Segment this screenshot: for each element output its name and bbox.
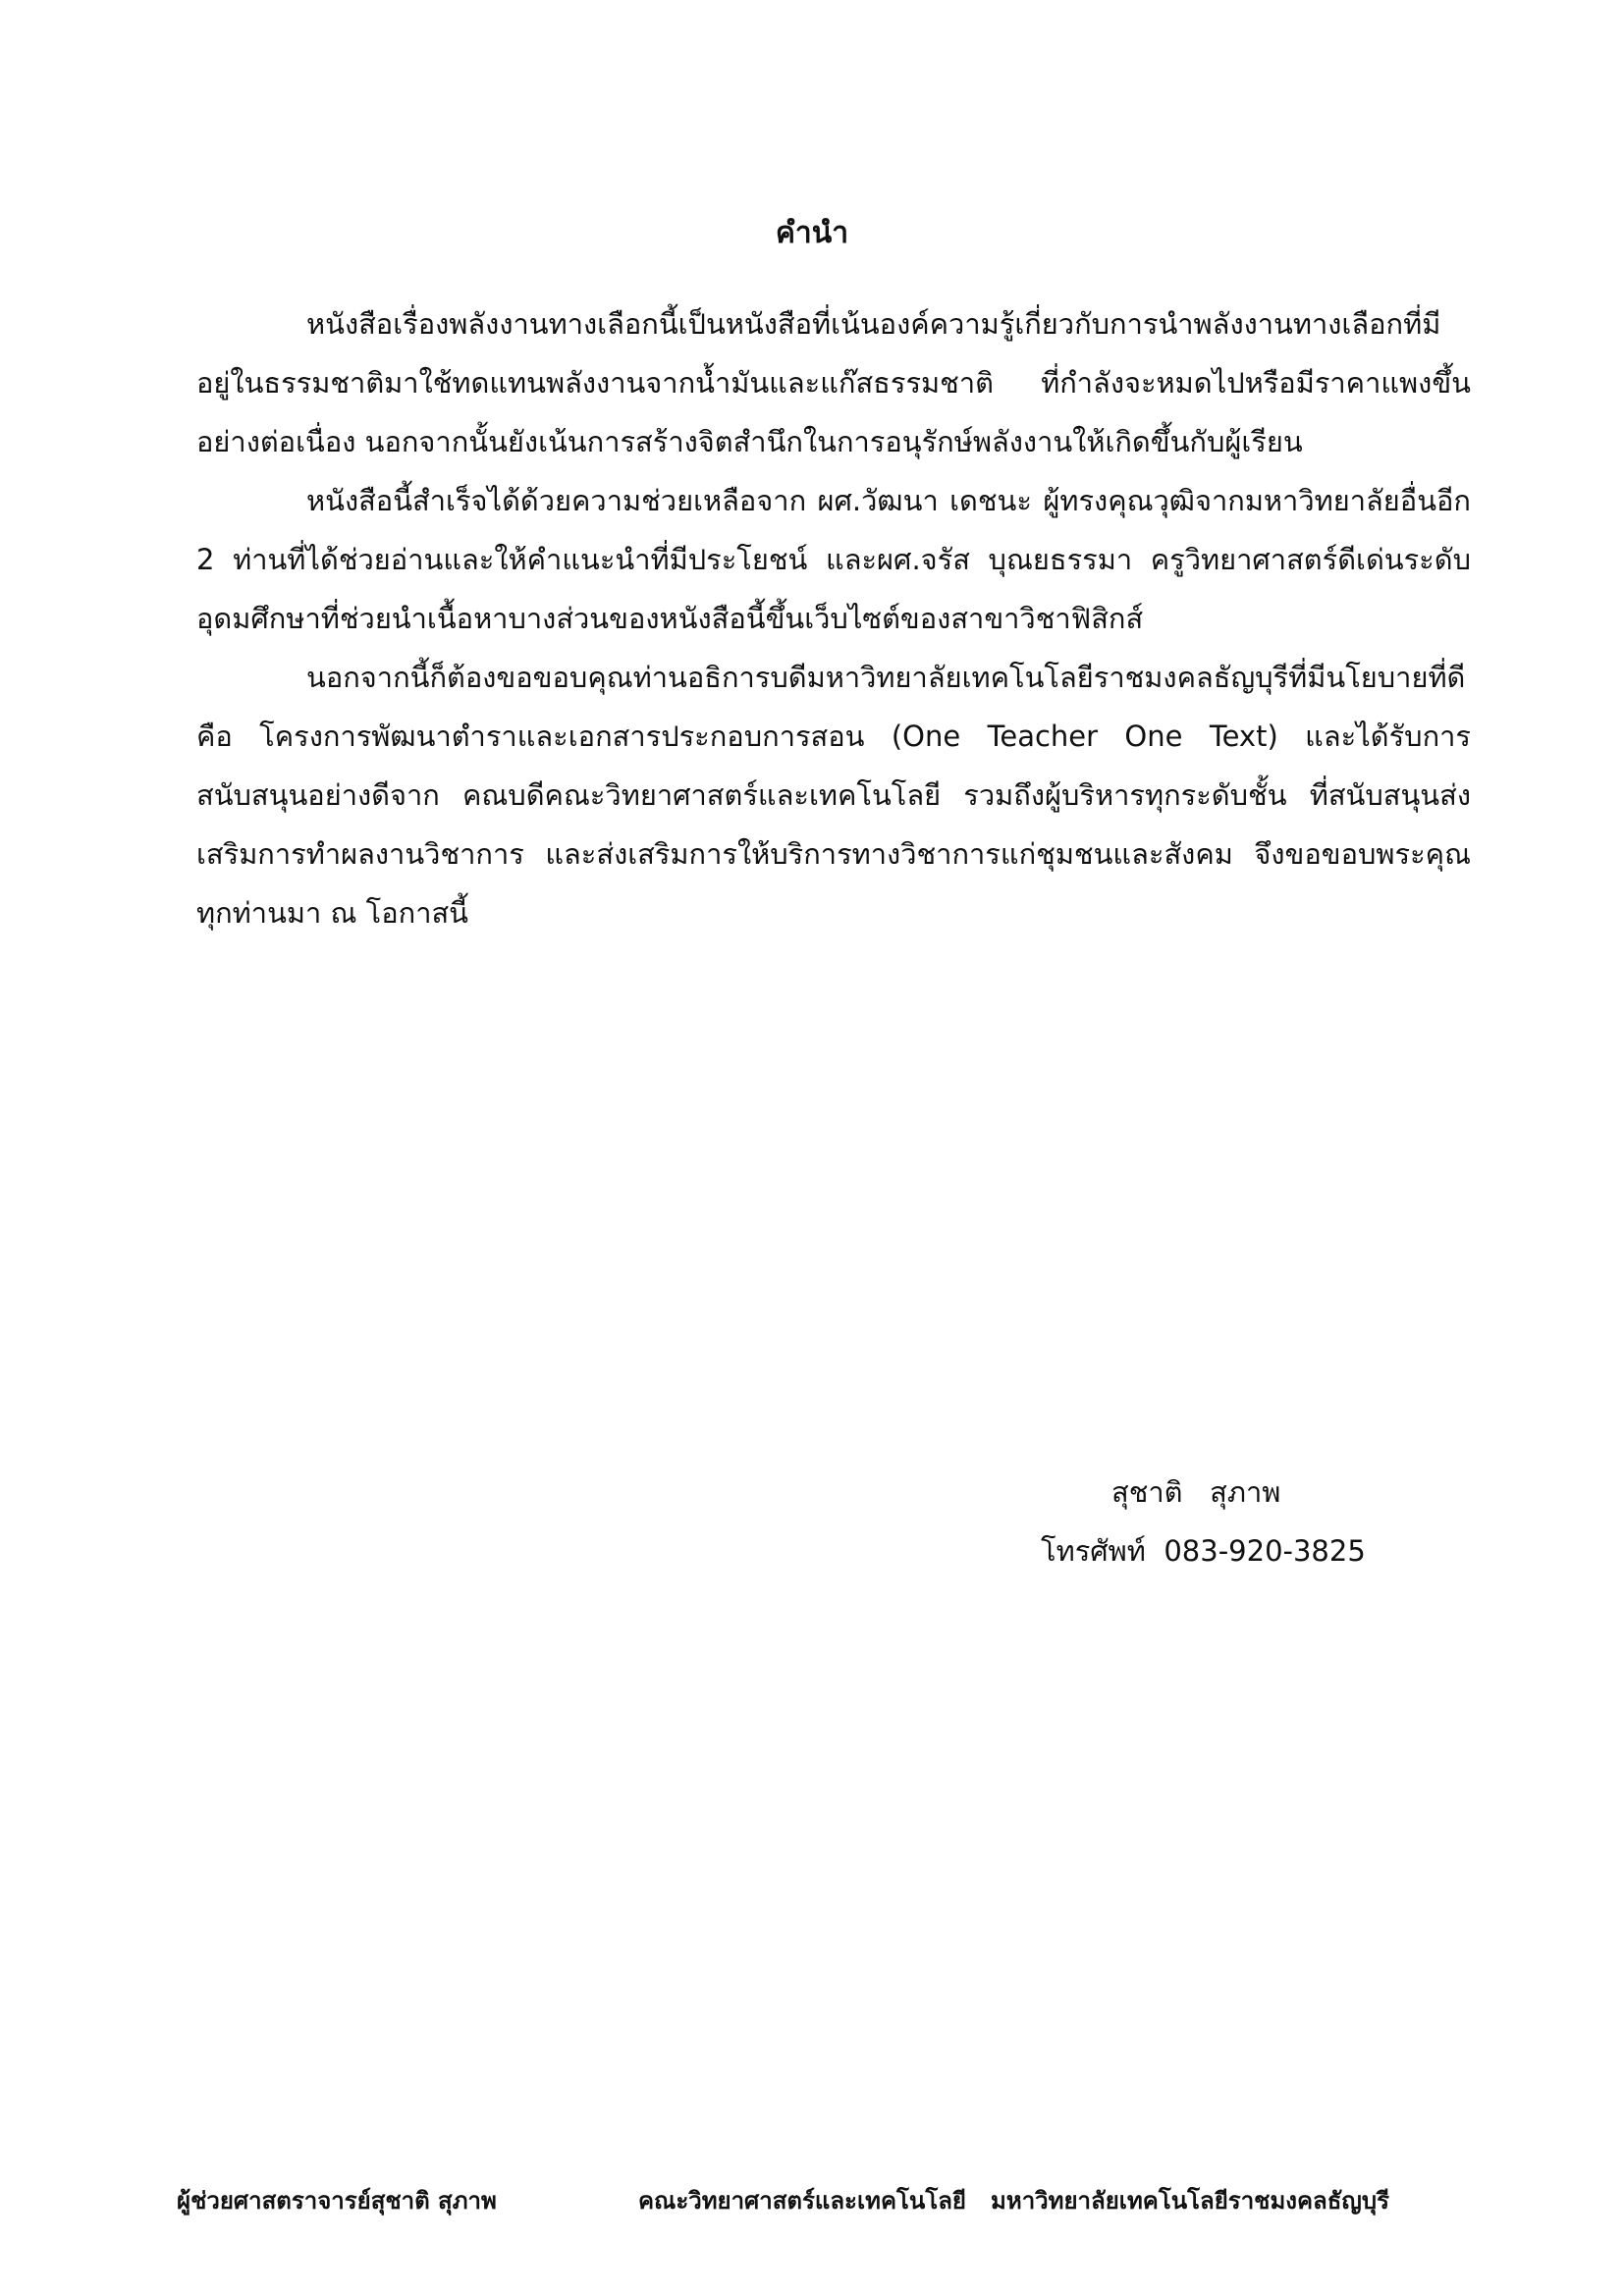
signature-block bbox=[1041, 1463, 1453, 1580]
paragraph-1: หนังสือเรื่องพลังงานทางเลือกนี้เป็นหนังสือที่เน้นองค์ความรู้เกี่ยวกับการนำพลังงานทางเลือกที่มีอยู่ในธรรมชาติมาใช้ทดแทนพลังงานจากน้ำมันและแก๊สธรรมชาติ ที่กำลังจะหมดไปหรือมีราคาแพงขึ้นอย่างต่อเนื่อง นอกจากนั้นยังเน้นการสร้างจิตสำนึกในการอนุรักษ์พลังงานให้เกิดขึ้นกับผู้เรียน bbox=[196, 307, 1471, 458]
signature-name: สุชาติ สุภาพ bbox=[1111, 1475, 1281, 1509]
preface-body bbox=[196, 294, 1471, 942]
footer-author: ผู้ช่วยศาสตราจารย์สุชาติ สุภาพ bbox=[177, 2187, 497, 2215]
page-title: คำนำ bbox=[775, 216, 849, 250]
footer-affiliation: คณะวิทยาศาสตร์และเทคโนโลยี มหาวิทยาลัยเทคโนโลยีราชมงคลธัญบุรี bbox=[638, 2187, 1389, 2215]
paragraph-3: นอกจากนี้ก็ต้องขอขอบคุณท่านอธิการบดีมหาวิทยาลัยเทคโนโลยีราชมงคลธัญบุรีที่มีนโยบายที่ดีคือ โครงการพัฒนาตำราและเอกสารประกอบการสอน (One Teacher One Text) และได้รับการสนับสนุนอย่างดีจาก คณบดีคณะวิทยาศาสตร์และเทคโนโลยี รวมถึงผู้บริหารทุกระดับชั้น ที่สนับสนุนส่งเสริมการทำผลงานวิชาการ และส่งเสริมการให้บริการทางวิชาการแก่ชุมชนและสังคม จึงขอขอบพระคุณทุกท่านมา ณ โอกาสนี้ bbox=[196, 661, 1471, 930]
paragraph-2: หนังสือนี้สำเร็จได้ด้วยความช่วยเหลือจาก ผศ.วัฒนา เดชนะ ผู้ทรงคุณวุฒิจากมหาวิทยาลัยอื่นอีก 2 ท่านที่ได้ช่วยอ่านและให้คำแนะนำที่มีประโยชน์ และผศ.จรัส บุณยธรรมา ครูวิทยาศาสตร์ดีเด่นระดับอุดมศึกษาที่ช่วยนำเนื้อหาบางส่วนของหนังสือนี้ขึ้นเว็บไซต์ของสาขาวิชาฟิสิกส์ bbox=[196, 484, 1471, 635]
signature-phone: โทรศัพท์ 083-920-3825 bbox=[1041, 1534, 1366, 1568]
